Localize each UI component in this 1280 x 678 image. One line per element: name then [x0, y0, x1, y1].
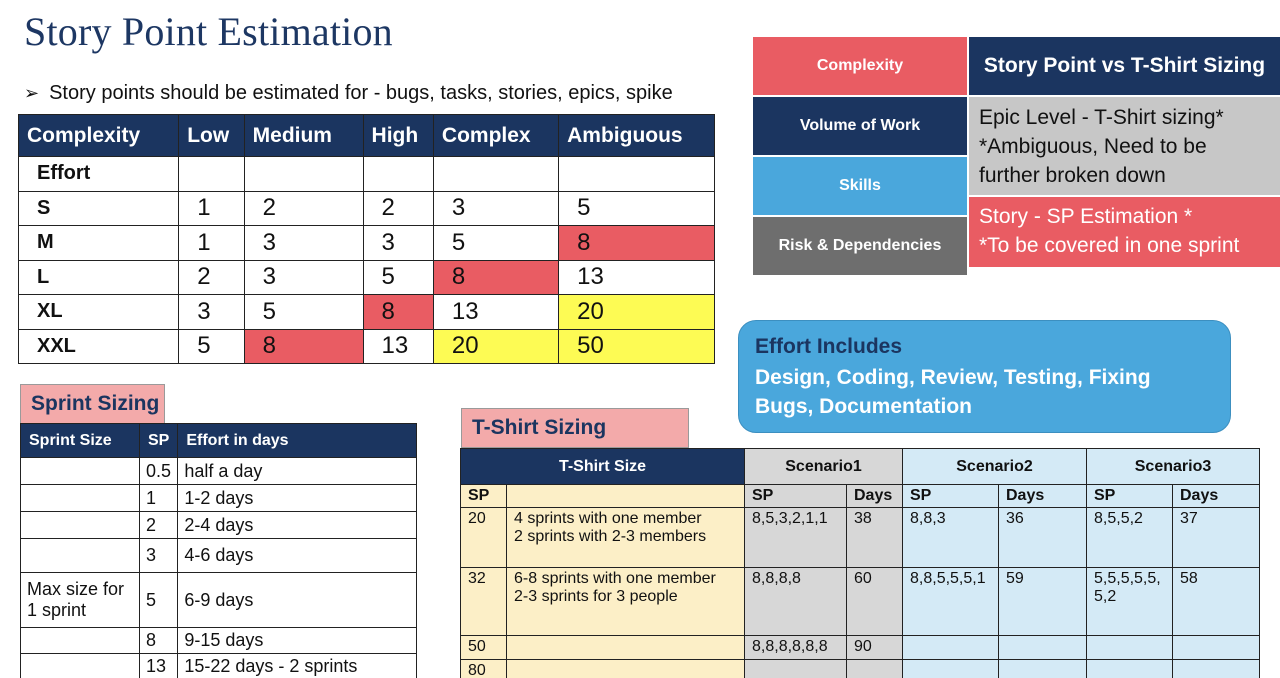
scenario1-sp-cell: 8,8,8,8,8,8 [745, 636, 847, 660]
header-complex: Complex [433, 115, 558, 157]
scenario1-sp-cell: 8,8,8,8 [745, 568, 847, 636]
story-point-cell: 5 [363, 260, 433, 295]
tshirt-sizing-table [460, 448, 1260, 678]
epic-line1: Epic Level - T-Shirt sizing* [979, 106, 1224, 129]
sprint-row [21, 458, 417, 485]
header-sprint-size: Sprint Size [21, 424, 140, 458]
effort-size-label: XL [19, 295, 179, 330]
sp-vs-tshirt-heading: Story Point vs T-Shirt Sizing [969, 37, 1280, 95]
tshirt-sp-cell: 80 [461, 660, 507, 678]
scenario2-days-cell [999, 636, 1087, 660]
tshirt-desc-cell [507, 660, 745, 678]
tshirt-desc-cell [507, 636, 745, 660]
complexity-table [18, 114, 715, 364]
header-complexity: Complexity [19, 115, 179, 157]
header-high: High [363, 115, 433, 157]
empty-cell [244, 157, 363, 192]
sprint-sp-cell: 5 [140, 573, 178, 628]
sprint-size-cell [21, 458, 140, 485]
scenario1-sp-cell [745, 660, 847, 678]
complexity-row [19, 295, 715, 330]
tshirt-sp-cell: 32 [461, 568, 507, 636]
sub-s1-days: Days [847, 485, 903, 508]
header-low: Low [179, 115, 244, 157]
sub-desc [507, 485, 745, 508]
empty-cell [559, 157, 715, 192]
story-point-cell: 3 [244, 260, 363, 295]
sprint-size-cell: Max size for 1 sprint [21, 573, 140, 628]
sprint-effort-cell: 6-9 days [178, 573, 417, 628]
story-point-cell: 3 [179, 295, 244, 330]
effort-label: Effort [19, 157, 179, 192]
sprint-row [21, 485, 417, 512]
complexity-row [19, 329, 715, 364]
complexity-row [19, 226, 715, 261]
story-point-cell: 5 [433, 226, 558, 261]
sprint-sp-cell: 2 [140, 512, 178, 539]
scenario3-sp-cell [1087, 636, 1173, 660]
sprint-row [21, 539, 417, 573]
scenario1-days-cell: 60 [847, 568, 903, 636]
story-point-cell: 3 [363, 226, 433, 261]
story-point-cell: 8 [559, 226, 715, 261]
sprint-size-cell [21, 512, 140, 539]
sub-s3-days: Days [1173, 485, 1260, 508]
tshirt-row [461, 568, 1260, 636]
complexity-header-row [19, 115, 715, 157]
sub-s3-sp: SP [1087, 485, 1173, 508]
scenario1-days-cell [847, 660, 903, 678]
sprint-sp-cell: 8 [140, 628, 178, 654]
sprint-effort-cell: 15-22 days - 2 sprints [178, 654, 417, 678]
story-line2: *To be covered in one sprint [979, 234, 1240, 257]
page-title: Story Point Estimation [24, 9, 393, 54]
sprint-size-cell [21, 654, 140, 678]
scenario3-days-cell [1173, 660, 1260, 678]
story-point-cell: 1 [179, 191, 244, 226]
sprint-sp-cell: 13 [140, 654, 178, 678]
bullet-point [24, 82, 673, 105]
sprint-sizing-table [20, 423, 417, 678]
sub-sp: SP [461, 485, 507, 508]
sprint-row [21, 654, 417, 678]
effort-size-label: S [19, 191, 179, 226]
scenario1-days-cell: 90 [847, 636, 903, 660]
sub-s2-days: Days [999, 485, 1087, 508]
tshirt-header-row [461, 449, 1260, 485]
story-point-cell: 2 [179, 260, 244, 295]
story-line1: Story - SP Estimation * [979, 205, 1193, 228]
sprint-effort-cell: 4-6 days [178, 539, 417, 573]
scenario3-sp-cell [1087, 660, 1173, 678]
sprint-size-cell [21, 628, 140, 654]
empty-cell [433, 157, 558, 192]
factor-risk-dependencies: Risk & Dependencies [753, 217, 967, 275]
scenario3-days-cell: 58 [1173, 568, 1260, 636]
tshirt-desc-line1: 6-8 sprints with one member [514, 570, 716, 587]
scenario2-days-cell [999, 660, 1087, 678]
tshirt-row [461, 508, 1260, 568]
tshirt-row [461, 636, 1260, 660]
sprint-row [21, 512, 417, 539]
sprint-effort-cell: half a day [178, 458, 417, 485]
header-scenario2: Scenario2 [903, 449, 1087, 485]
tshirt-desc-cell [507, 508, 745, 568]
scenario3-days-cell [1173, 636, 1260, 660]
story-point-cell: 2 [244, 191, 363, 226]
story-point-cell: 5 [244, 295, 363, 330]
sprint-effort-cell: 2-4 days [178, 512, 417, 539]
factor-skills: Skills [753, 157, 967, 215]
sprint-effort-cell: 1-2 days [178, 485, 417, 512]
sub-s1-sp: SP [745, 485, 847, 508]
scenario2-sp-cell [903, 660, 999, 678]
scenario3-sp-cell: 8,5,5,2 [1087, 508, 1173, 568]
scenario1-sp-cell: 8,5,3,2,1,1 [745, 508, 847, 568]
story-point-cell: 20 [559, 295, 715, 330]
story-point-cell: 8 [244, 329, 363, 364]
scenario2-days-cell: 36 [999, 508, 1087, 568]
sprint-row [21, 573, 417, 628]
tshirt-sp-cell: 50 [461, 636, 507, 660]
scenario2-days-cell: 59 [999, 568, 1087, 636]
header-effort-days: Effort in days [178, 424, 417, 458]
header-tshirt-size: T-Shirt Size [461, 449, 745, 485]
sprint-header-row [21, 424, 417, 458]
sub-s2-sp: SP [903, 485, 999, 508]
scenario1-days-cell: 38 [847, 508, 903, 568]
header-ambiguous: Ambiguous [559, 115, 715, 157]
tshirt-sp-cell: 20 [461, 508, 507, 568]
scenario3-days-cell: 37 [1173, 508, 1260, 568]
bullet-text: Story points should be estimated for - bugs, tasks, stories, epics, spike [49, 82, 673, 104]
effort-size-label: L [19, 260, 179, 295]
effort-includes-box [738, 320, 1231, 433]
sprint-sp-cell: 1 [140, 485, 178, 512]
sprint-sp-cell: 0.5 [140, 458, 178, 485]
complexity-row [19, 260, 715, 295]
header-scenario1: Scenario1 [745, 449, 903, 485]
tshirt-row [461, 660, 1260, 678]
arrow-bullet-icon: ➢ [24, 83, 40, 103]
story-point-cell: 8 [433, 260, 558, 295]
story-point-cell: 13 [559, 260, 715, 295]
story-point-cell: 3 [433, 191, 558, 226]
effort-size-label: XXL [19, 329, 179, 364]
scenario2-sp-cell: 8,8,3 [903, 508, 999, 568]
epic-line2: *Ambiguous, Need to be further broken down [979, 135, 1207, 187]
factor-volume-of-work: Volume of Work [753, 97, 967, 155]
story-point-cell: 13 [363, 329, 433, 364]
story-point-cell: 3 [244, 226, 363, 261]
story-point-cell: 8 [363, 295, 433, 330]
complexity-row [19, 191, 715, 226]
story-point-cell: 1 [179, 226, 244, 261]
effort-includes-heading: Effort Includes [755, 335, 903, 358]
tshirt-desc-line1: 4 sprints with one member [514, 510, 702, 527]
sprint-size-cell [21, 485, 140, 512]
epic-level-box [969, 97, 1280, 195]
empty-cell [363, 157, 433, 192]
effort-row [19, 157, 715, 192]
tshirt-subheader-row [461, 485, 1260, 508]
story-point-cell: 5 [559, 191, 715, 226]
effort-size-label: M [19, 226, 179, 261]
header-sp: SP [140, 424, 178, 458]
factor-complexity: Complexity [753, 37, 967, 95]
scenario2-sp-cell [903, 636, 999, 660]
sprint-row [21, 628, 417, 654]
empty-cell [179, 157, 244, 192]
sprint-effort-cell: 9-15 days [178, 628, 417, 654]
story-point-cell: 50 [559, 329, 715, 364]
sprint-size-cell [21, 539, 140, 573]
tshirt-sizing-tag: T-Shirt Sizing [461, 408, 689, 448]
story-point-cell: 20 [433, 329, 558, 364]
tshirt-desc-line2: 2 sprints with 2-3 members [514, 528, 707, 545]
sprint-sp-cell: 3 [140, 539, 178, 573]
story-point-cell: 5 [179, 329, 244, 364]
header-medium: Medium [244, 115, 363, 157]
story-point-cell: 13 [433, 295, 558, 330]
tshirt-desc-cell [507, 568, 745, 636]
tshirt-desc-line2: 2-3 sprints for 3 people [514, 588, 678, 605]
sprint-sizing-tag: Sprint Sizing [20, 384, 165, 424]
story-level-box [969, 197, 1280, 267]
effort-includes-body: Design, Coding, Review, Testing, Fixing Bugs, Documentation [755, 366, 1151, 418]
header-scenario3: Scenario3 [1087, 449, 1260, 485]
scenario2-sp-cell: 8,8,5,5,5,1 [903, 568, 999, 636]
scenario3-sp-cell: 5,5,5,5,5, 5,2 [1087, 568, 1173, 636]
story-point-cell: 2 [363, 191, 433, 226]
